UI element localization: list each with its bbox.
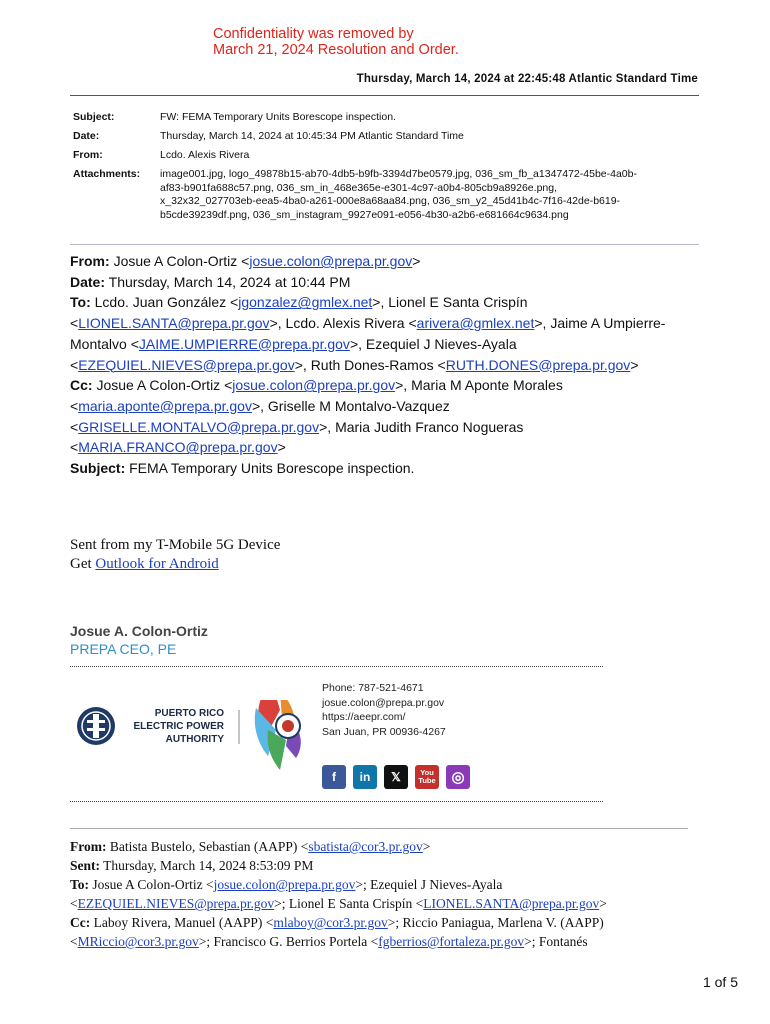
instagram-icon[interactable]: ◎ (446, 765, 470, 789)
email1-to-label: To: (70, 294, 91, 311)
email2-sent-label: Sent: (70, 858, 100, 873)
recipient-email[interactable]: RUTH.DONES@prepa.pr.gov (445, 356, 631, 373)
social-links (322, 765, 470, 789)
meta-subject: FW: FEMA Temporary Units Borescope inspection. (160, 111, 396, 123)
cc-email[interactable]: mlaboy@cor3.pr.gov (273, 915, 388, 930)
notice-line-2: March 21, 2024 Resolution and Order. (213, 42, 459, 58)
cc-recipient: Josue A Colon-Ortiz <josue.colon@prepa.pr.gov>, (96, 377, 412, 394)
recipient: Ezequiel J Nieves-Ayala <EZEQUIEL.NIEVES@prepa.pr.gov>; (70, 877, 503, 911)
message-metadata (73, 108, 692, 222)
original-email-header: From: Batista Bustelo, Sebastian (AAPP) <sbatista@cor3.pr.gov> Sent: Thursday, March 14, 2024 8:53:09 PM To: Josue A Colon-Ortiz <josue.colon@prepa.pr.gov>; Ezequiel J Nieves-Ayala <EZEQUIEL.NIEVES@prepa.pr.gov>; Lionel E Santa Crispín <LIONEL.SANTA@prepa.pr.gov> Cc: Laboy Rivera, Manuel (AAPP) <mlaboy@cor3.pr.gov>; Riccio Paniagua, Marlena V. (AAPP) <MRiccio@cor3.pr.gov>; Francisco G. Berrios Portela <fgberrios@fortaleza.pr.gov>; Fontanés (70, 839, 607, 949)
attachment-line[interactable]: image001.jpg, logo_49878b15-ab70-4db5-b9fb-3394d7be0579.jpg, 036_sm_fb_a1347472-45be-4a0b- (160, 168, 637, 180)
prepa-logo (76, 700, 306, 781)
org-name-line-2: ELECTRIC POWER (133, 721, 224, 732)
recipient-email[interactable]: arivera@gmlex.net (416, 315, 535, 332)
forwarded-email-header: From: Josue A Colon-Ortiz <josue.colon@prepa.pr.gov> Date: Thursday, March 14, 2024 at 10:44 PM To: Lcdo. Juan González <jgonzalez@gmlex.net>, Lionel E Santa Crispín <LIONEL.SANTA@prepa.pr.gov>, Lcdo. Alexis Rivera <arivera@gmlex.net>, Jaime A Umpierre-Montalvo <JAIME.UMPIERRE@prepa.pr.gov>, Ezequiel J Nieves-Ayala <EZEQUIEL.NIEVES@prepa.pr.gov>, Ruth Dones-Ramos <RUTH.DONES@prepa.pr.gov> Cc: Josue A Colon-Ortiz <josue.colon@prepa.pr.gov>, Maria M Aponte Morales <maria.aponte@prepa.pr.gov>, Griselle M Montalvo-Vazquez <GRISELLE.MONTALVO@prepa.pr.gov>, Maria Judith Franco Nogueras <MARIA.FRANCO@prepa.pr.gov> Subject: FEMA Temporary Units Borescope inspection. (70, 253, 666, 477)
reply-divider (70, 828, 688, 829)
cc-recipient: Griselle M Montalvo-Vazquez <GRISELLE.MONTALVO@prepa.pr.gov>, (70, 397, 450, 435)
website[interactable]: https://aeepr.com/ (322, 711, 406, 723)
cc-email[interactable]: maria.aponte@prepa.pr.gov (78, 397, 252, 414)
recipient: Lcdo. Juan González <jgonzalez@gmlex.net>, (94, 294, 389, 311)
email1-date-label: Date: (70, 273, 106, 290)
recipient: Ruth Dones-Ramos <RUTH.DONES@prepa.pr.gov> (310, 356, 639, 373)
recipient: Lionel E Santa Crispín <LIONEL.SANTA@prepa.pr.gov>, (70, 294, 528, 332)
signature-title: PREPA CEO, PE (70, 641, 177, 657)
org-name-line-1: PUERTO RICO (154, 708, 224, 719)
email2-from-email[interactable]: sbatista@cor3.pr.gov (308, 839, 423, 854)
attachment-line[interactable]: b5cde39239df.png, 036_sm_instagram_9927e091-e056-4b30-a2b6-e681664c9634.png (160, 208, 569, 221)
meta-from-label: From: (73, 149, 103, 161)
email1-subject: FEMA Temporary Units Borescope inspection. (129, 460, 415, 477)
recipient-email[interactable]: LIONEL.SANTA@prepa.pr.gov (423, 896, 600, 911)
meta-attachments-label: Attachments: (73, 168, 141, 180)
signature-divider-top (70, 666, 603, 667)
meta-attachments (160, 165, 692, 222)
address: San Juan, PR 00936-4267 (322, 725, 446, 738)
recipient-email[interactable]: josue.colon@prepa.pr.gov (213, 877, 356, 892)
email1-cc-label: Cc: (70, 377, 93, 394)
email2-to-label: To: (70, 877, 90, 892)
outlook-android-link[interactable]: Outlook for Android (95, 556, 219, 572)
notice-line-1: Confidentiality was removed by (213, 26, 414, 42)
facebook-icon[interactable]: f (322, 765, 346, 789)
meta-date: Thursday, March 14, 2024 at 10:45:34 PM Atlantic Standard Time (160, 130, 464, 142)
email1-from-email[interactable]: josue.colon@prepa.pr.gov (249, 253, 413, 269)
attachment-line[interactable]: af83-b901fa688c57.png, 036_sm_in_468e365e-e301-4c97-a0b4-805cb9a8926e.png, (160, 181, 558, 194)
email1-subject-label: Subject: (70, 460, 126, 477)
x-icon[interactable]: 𝕏 (384, 765, 408, 789)
phone: Phone: 787-521-4671 (322, 682, 424, 694)
email1-date: Thursday, March 14, 2024 at 10:44 PM (108, 273, 351, 290)
cc-email[interactable]: MRiccio@cor3.pr.gov (77, 934, 199, 949)
youtube-icon[interactable]: You Tube (415, 765, 439, 789)
cc-email[interactable]: fgberrios@fortaleza.pr.gov (378, 934, 525, 949)
cc-recipient: Maria Judith Franco Nogueras <MARIA.FRANCO@prepa.pr.gov> (70, 418, 524, 456)
cc-email[interactable]: MARIA.FRANCO@prepa.pr.gov (78, 439, 278, 456)
email2-cc-label: Cc: (70, 915, 91, 930)
contact-email[interactable]: josue.colon@prepa.pr.gov (322, 696, 445, 709)
recipient: Lionel E Santa Crispín <LIONEL.SANTA@prepa.pr.gov> (288, 896, 607, 911)
email1-from-label: From: (70, 253, 110, 269)
signature-contact (322, 681, 446, 739)
recipient: Lcdo. Alexis Rivera <arivera@gmlex.net>, (285, 315, 551, 332)
meta-date-label: Date: (73, 130, 100, 142)
meta-subject-label: Subject: (73, 111, 115, 123)
sent-from-device (70, 536, 280, 574)
meta-from: Lcdo. Alexis Rivera (160, 149, 250, 161)
signature-divider-bottom (70, 801, 603, 802)
recipient-email[interactable]: jgonzalez@gmlex.net (238, 294, 373, 311)
email2-sent: Thursday, March 14, 2024 8:53:09 PM (103, 858, 314, 873)
cc-recipient: Riccio Paniagua, Marlena V. (AAPP) <MRiccio@cor3.pr.gov>; (70, 915, 604, 949)
recipient-email[interactable]: LIONEL.SANTA@prepa.pr.gov (78, 315, 270, 332)
signature-name: Josue A. Colon-Ortiz (70, 623, 208, 639)
cc-recipient: Francisco G. Berrios Portela <fgberrios@fortaleza.pr.gov>; Fontanés (213, 934, 588, 949)
attachment-line[interactable]: x_32x32_027703eb-eea5-4ba0-a261-000e8a68aa84.png, 036_sm_y2_45d41b4c-7f16-42de-b619- (160, 195, 621, 207)
recipient-email[interactable]: EZEQUIEL.NIEVES@prepa.pr.gov (77, 896, 275, 911)
cc-email[interactable]: josue.colon@prepa.pr.gov (232, 377, 396, 394)
linkedin-icon[interactable]: in (353, 765, 377, 789)
email2-from-label: From: (70, 839, 107, 854)
email2-from-name: Batista Bustelo, Sebastian (AAPP) < (109, 839, 309, 854)
recipient: Ezequiel J Nieves-Ayala <EZEQUIEL.NIEVES@prepa.pr.gov>, (70, 335, 517, 373)
email1-from-name: Josue A Colon-Ortiz < (113, 253, 250, 269)
metadata-divider (70, 244, 699, 245)
org-name-line-3: AUTHORITY (165, 734, 224, 745)
recipient: Jaime A Umpierre-Montalvo <JAIME.UMPIERRE@prepa.pr.gov>, (70, 315, 666, 352)
cc-email[interactable]: GRISELLE.MONTALVO@prepa.pr.gov (78, 418, 320, 435)
recipient: Josue A Colon-Ortiz <josue.colon@prepa.pr.gov>; (92, 877, 371, 892)
recipient-email[interactable]: JAIME.UMPIERRE@prepa.pr.gov (138, 335, 350, 352)
recipient-email[interactable]: EZEQUIEL.NIEVES@prepa.pr.gov (78, 356, 295, 373)
cc-recipient: Maria M Aponte Morales <maria.aponte@prepa.pr.gov>, (70, 377, 563, 414)
confidentiality-notice (213, 26, 459, 58)
sent-from-line: Sent from my T-Mobile 5G Device (70, 537, 281, 553)
header-divider (70, 95, 699, 96)
cc-recipient: Laboy Rivera, Manuel (AAPP) <mlaboy@cor3.pr.gov>; (93, 915, 403, 930)
page-number: 1 of 5 (702, 974, 738, 990)
get-label: Get (70, 556, 96, 572)
print-header: Thursday, March 14, 2024 at 22:45:48 Atlantic Standard Time (356, 73, 698, 85)
